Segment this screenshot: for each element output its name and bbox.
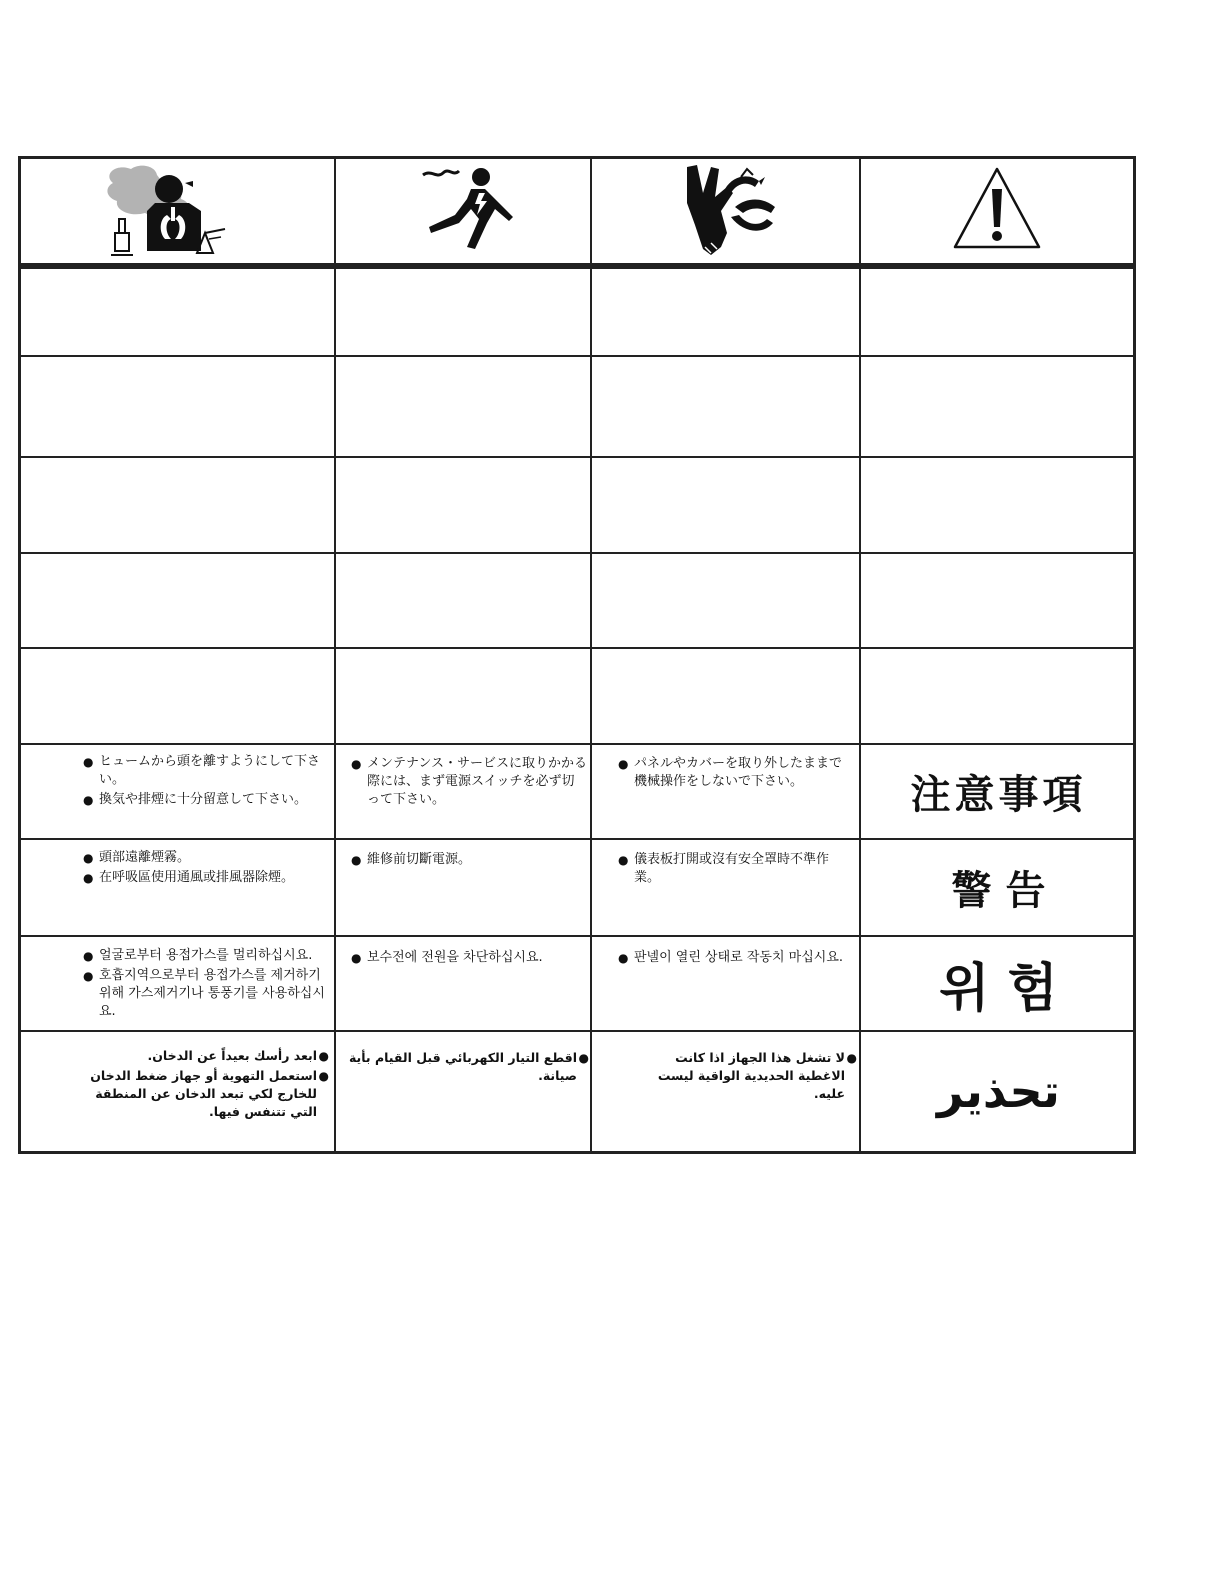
list-item: ● لا تشغل هذا الجهاز اذا كانت الاغطية الحديدية الواقية ليست عليه.: [633, 1049, 857, 1103]
chinese-electric-cell: [351, 851, 587, 871]
row-divider: [21, 355, 1133, 357]
warning-label-japanese: 注意事項: [910, 772, 1087, 818]
list-item: ● 頭部遠離煙霧。: [83, 849, 333, 867]
electric-shock-icon: [411, 163, 521, 257]
list-item: ● 儀表板打開或沒有安全罩時不準作業。: [618, 851, 854, 887]
japanese-fumes-cell: [83, 753, 333, 811]
japanese-moving-parts-cell: [618, 755, 854, 793]
warning-label-chinese: 警 告: [951, 868, 1046, 914]
list-item: ● パネルやカバーを取り外したままで機械操作をしないで下さい。: [618, 755, 854, 791]
row-divider: [21, 456, 1133, 458]
column-divider: [334, 159, 336, 1151]
moving-parts-hand-icon: [681, 163, 781, 257]
arabic-electric-cell: [339, 1049, 589, 1087]
row-divider: [21, 552, 1133, 554]
list-item: ● ابعد رأسك بعيداً عن الدخان.: [79, 1047, 329, 1065]
chinese-moving-parts-cell: [618, 851, 854, 889]
multilingual-warning-table: [18, 156, 1136, 1154]
list-item: ● 호흡지역으로부터 용접가스를 제거하기 위해 가스제거기나 통풍기를 사용하십시요.: [83, 967, 333, 1021]
row-divider: [21, 647, 1133, 649]
chinese-fumes-cell: [83, 849, 333, 889]
warning-label-korean: 위 험: [939, 959, 1058, 1019]
column-divider: [590, 159, 592, 1151]
list-item: ● 보수전에 전원을 차단하십시요.: [351, 949, 587, 967]
fume-breathing-icon: [101, 163, 241, 257]
arabic-fumes-cell: [79, 1047, 329, 1123]
korean-electric-cell: [351, 949, 587, 969]
korean-fumes-cell: [83, 947, 333, 1023]
list-item: ● استعمل التهوية أو جهاز ضغط الدخان للخارج لكي تبعد الدخان عن المنطقة التي تتنفس فيها.: [79, 1067, 329, 1121]
list-item: ● 在呼吸區使用通風或排風器除煙。: [83, 869, 333, 887]
warning-label-arabic: تحذير: [937, 1064, 1060, 1118]
header-divider: [21, 263, 1133, 269]
warning-triangle-icon: [951, 165, 1043, 251]
list-item: ● اقطع التيار الكهربائي قبل القيام بأية صيانة.: [339, 1049, 589, 1085]
list-item: ● 얼굴로부터 용접가스를 멀리하십시요.: [83, 947, 333, 965]
list-item: ● 維修前切斷電源。: [351, 851, 587, 869]
arabic-moving-parts-cell: [633, 1049, 857, 1105]
list-item: ● メンテナンス・サービスに取りかかる際には、まず電源スイッチを必ず切って下さい。: [351, 755, 587, 809]
list-item: ● 판넬이 열린 상태로 작동치 마십시요.: [618, 949, 854, 967]
list-item: ● ヒュームから頭を離すようにして下さい。: [83, 753, 333, 789]
list-item: ● 換気や排煙に十分留意して下さい。: [83, 791, 333, 809]
korean-moving-parts-cell: [618, 949, 854, 969]
japanese-electric-cell: [351, 755, 587, 811]
